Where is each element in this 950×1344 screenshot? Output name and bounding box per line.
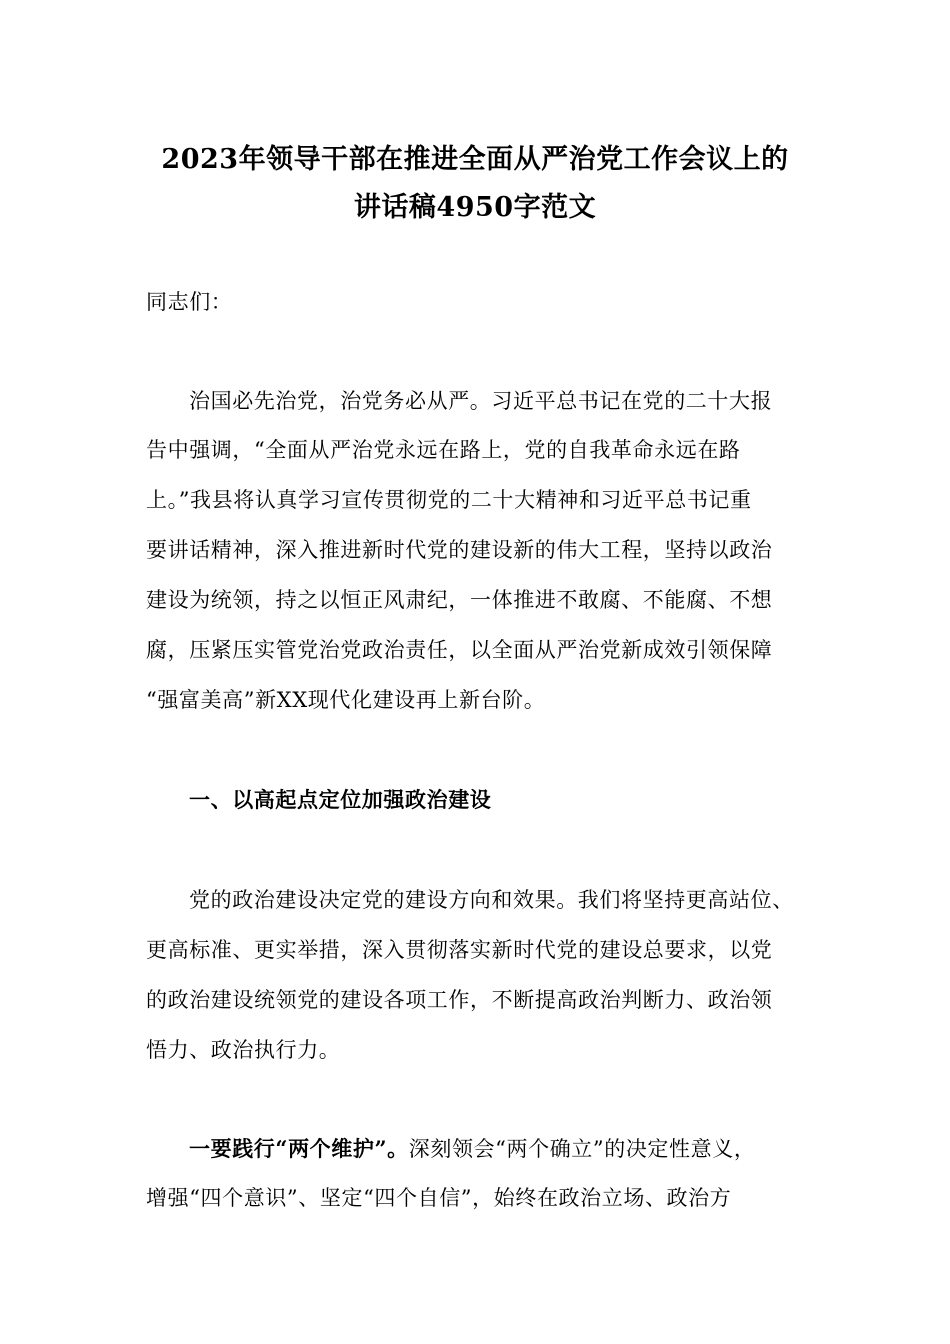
paragraph-line: 治国必先治党，治党务必从严。习近平总书记在党的二十大报 xyxy=(189,389,773,413)
paragraph-line: 建设为统领，持之以恒正风肃纪，一体推进不敢腐、不能腐、不想 xyxy=(146,588,773,612)
section-heading-1: 一、以高起点定位加强政治建设 xyxy=(189,787,492,812)
paragraph-line: 更高标准、更实举措，深入贯彻落实新时代党的建设总要求，以党 xyxy=(146,938,773,962)
paragraph-line: 上。”我县将认真学习宣传贯彻党的二十大精神和习近平总书记重 xyxy=(146,488,752,512)
paragraph-line: 告中强调，“全面从严治党永远在路上，党的自我革命永远在路 xyxy=(146,438,741,462)
document-title-line-1: 2023年领导干部在推进全面从严治党工作会议上的 xyxy=(161,144,789,175)
document-title-line-2: 讲话稿4950字范文 xyxy=(353,192,597,223)
paragraph-line: 腐，压紧压实管党治党政治责任，以全面从严治党新成效引领保障 xyxy=(146,638,773,662)
salutation: 同志们： xyxy=(146,290,233,314)
paragraph-line: 悟力、政治执行力。 xyxy=(146,1038,341,1062)
paragraph-line: 要讲话精神，深入推进新时代党的建设新的伟大工程，坚持以政治 xyxy=(146,538,773,562)
paragraph-lead: 一要践行“两个维护”。 xyxy=(189,1136,409,1161)
paragraph-rest: 深刻领会“两个确立”的决定性意义， xyxy=(408,1137,756,1161)
paragraph-line: 的政治建设统领党的建设各项工作，不断提高政治判断力、政治领 xyxy=(146,988,773,1012)
paragraph-line: 增强“四个意识”、坚定“四个自信”，始终在政治立场、政治方 xyxy=(146,1186,732,1210)
paragraph-line xyxy=(189,1135,755,1163)
paragraph-line: “强富美高”新XX现代化建设再上新台阶。 xyxy=(146,688,546,712)
paragraph-line: 党的政治建设决定党的建设方向和效果。我们将坚持更高站位、 xyxy=(189,888,794,912)
